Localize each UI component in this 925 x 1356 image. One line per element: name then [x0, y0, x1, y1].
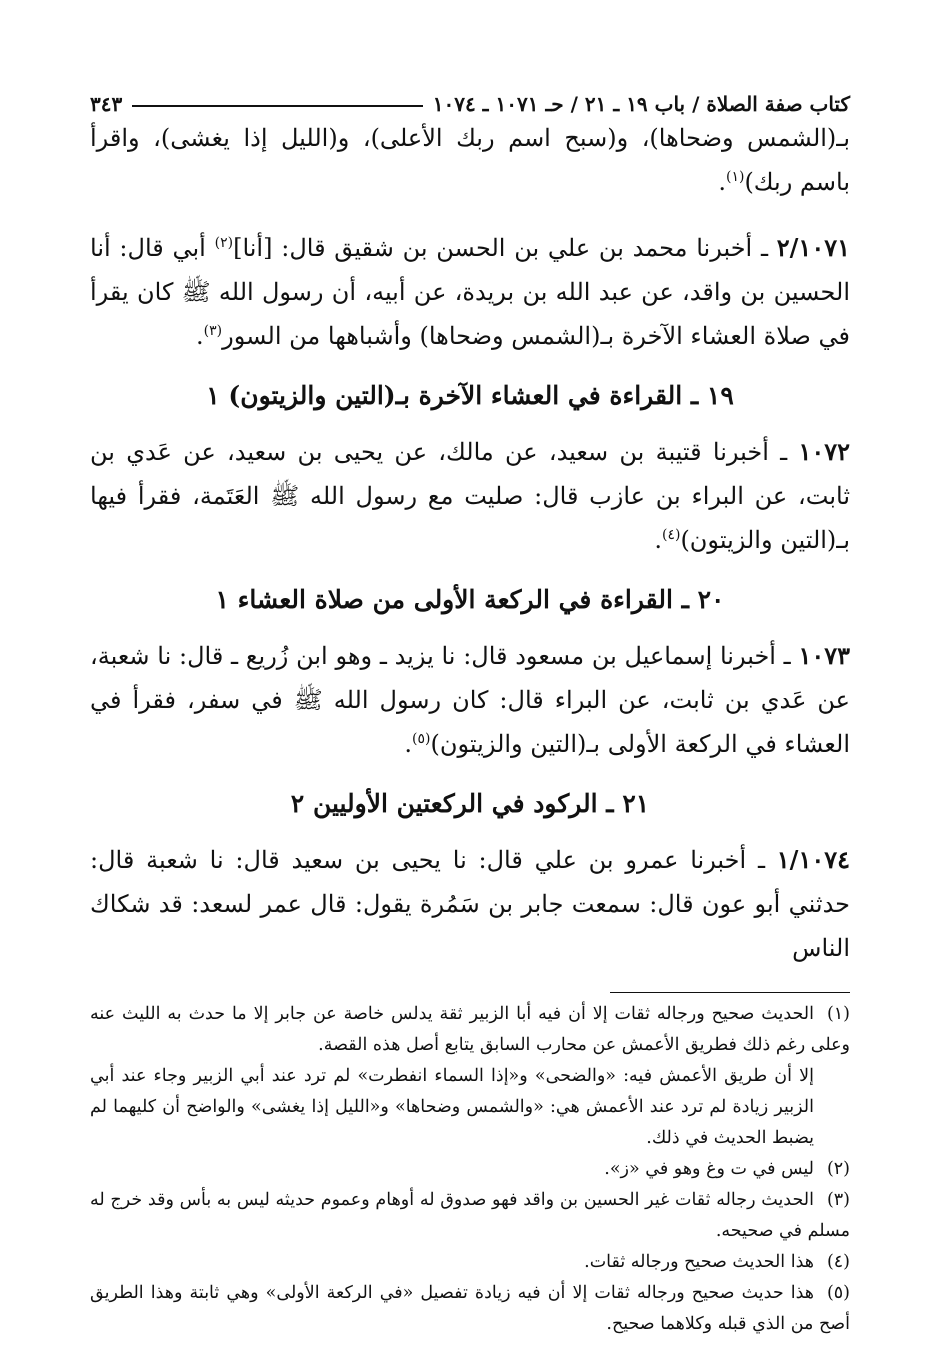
footnotes: [90, 999, 850, 1340]
footnote-ref: (٢): [214, 235, 234, 251]
footnote-number: (٥): [826, 1283, 850, 1303]
footnote-text: هذا حديث صحيح ورجاله ثقات إلا أن فيه زيادة تفصيل «في الركعة الأولى» وهي ثابتة وهذا الطريق أصح من الذي قبله وكلاهما صحيح.: [90, 1283, 850, 1334]
hadith-1074: [90, 838, 850, 970]
hadith-number: ١٠٧٢: [798, 437, 850, 466]
footnote-ref: (٣): [203, 323, 223, 339]
footnote-number: (١): [826, 1004, 850, 1024]
hadith-number: ١٠٧٣: [798, 641, 850, 670]
header-title: كتاب صفة الصلاة / باب ١٩ ـ ٢١ / حـ ١٠٧١ ـ ١٠٧٤: [432, 92, 850, 116]
hadith-text: ـ أخبرنا محمد بن علي بن الحسن بن شقيق قال: [أنا]: [233, 234, 777, 262]
footnote-1: [90, 999, 850, 1061]
footnote-text: إلا أن طريق الأعمش فيه: «والضحى» و«إذا السماء انفطرت» لم ترد عند أبي الزبير وجاء عند أبي الزبير زيادة لم ترد عند الأعمش هي: «والشمس وضحاها» و«الليل إذا يغشى» والواضح أن كليهما لم يضبط الحديث في ذلك.: [90, 1066, 814, 1148]
footnote-ref: (٥): [412, 731, 431, 747]
hadith-text: أبي قال: أنا الحسين بن واقد، عن عبد الله بن بريدة، عن أبيه، أن رسول الله ﷺ كان يقرأ في صلاة العشاء الآخرة بـ(الشمس وضحاها) وأشباهها من السور: [90, 234, 850, 350]
hadith-1073: ١٠٧٣ ـ أخبرنا إسماعيل بن مسعود قال: نا يزيد ـ وهو ابن زُريع ـ قال: نا شعبة، عن عَدي بن ثابت، عن البراء قال: كان رسول الله ﷺ في سفر، فقرأ في العشاء في الركعة الأولى بـ(التين والزيتون)$^{(٥)}$.: [90, 641, 850, 758]
footnote-ref: (٤): [661, 527, 681, 543]
hadith-number: ١/١٠٧٤: [776, 845, 850, 874]
hadith-text: ـ أخبرنا عمرو بن علي قال: نا يحيى بن سعيد قال: نا شعبة قال: حدثني أبو عون قال: سمعت جابر بن سَمُرة يقول: قال عمر لسعد: قد شكاك الناس: [90, 846, 851, 962]
chapter-heading-21: ٢١ ـ الركود في الركعتين الأوليين ٢: [290, 789, 650, 818]
footnote-3: [90, 1185, 850, 1247]
hadith-number: ٢/١٠٧١: [776, 233, 850, 262]
footnote-ref: (١): [725, 169, 745, 185]
running-header: [90, 78, 850, 116]
hadith-1071: ٢/١٠٧١ ـ أخبرنا محمد بن علي بن الحسن بن شقيق قال: [أنا]$^{(٢)}$ أبي قال: أنا الحسين بن واقد، عن عبد الله بن بريدة، عن أبيه، أن رسول الله ﷺ كان يقرأ في صلاة العشاء الآخرة بـ(الشمس وضحاها) وأشباهها من السور$^{(٣)}$.: [90, 233, 850, 350]
paragraph-continuation: بـ(الشمس وضحاها)، و(سبح اسم ربك الأعلى)، و(الليل إذا يغشى)، واقرأ باسم ربك)$^{(١)}$.: [90, 124, 850, 196]
footnote-number: (٣): [826, 1190, 850, 1210]
header-rule: [132, 105, 423, 107]
chapter-heading-20: ٢٠ ـ القراءة في الركعة الأولى من صلاة العشاء ١: [215, 585, 725, 614]
footnote-text: الحديث رجاله ثقات غير الحسين بن واقد فهو صدوق له أوهام وعموم حديثه ليس به بأس وقد خرج له مسلم في صحيحه.: [90, 1190, 850, 1241]
footnote-5: [90, 1278, 850, 1340]
page-number: ٣٤٣: [90, 92, 123, 116]
footnote-2: [90, 1154, 850, 1185]
footnote-text: الحديث صحيح ورجاله ثقات إلا أن فيه أبا الزبير ثقة يدلس خاصة عن جابر إلا ما حدث به الليث عنه وعلى رغم ذلك فطريق الأعمش عن محارب السابق يتابع أصل هذه القصة.: [90, 1004, 850, 1055]
chapter-heading-19: ١٩ ـ القراءة في العشاء الآخرة بـ(التين والزيتون) ١: [206, 381, 734, 410]
footnote-number: (٢): [826, 1159, 850, 1179]
main-text: [90, 116, 850, 970]
paragraph-text: بـ(الشمس وضحاها)، و(سبح اسم ربك الأعلى)، و(الليل إذا يغشى)، واقرأ باسم ربك): [90, 124, 850, 196]
footnote-text: ليس في ت وغ وهو في «ز».: [604, 1159, 814, 1179]
hadith-text: ـ أخبرنا قتيبة بن سعيد، عن مالك، عن يحيى بن سعيد، عن عَدي بن ثابت، عن البراء بن عازب قال: صليت مع رسول الله ﷺ العَتَمة، فقرأ فيها بـ(التين والزيتون): [90, 438, 850, 554]
footnote-1-continued: [90, 1061, 850, 1154]
document-page: [90, 78, 851, 1334]
footnote-4: [90, 1247, 850, 1278]
hadith-text: ـ أخبرنا إسماعيل بن مسعود قال: نا يزيد ـ وهو ابن زُريع ـ قال: نا شعبة، عن عَدي بن ثابت، عن البراء قال: كان رسول الله ﷺ في سفر، فقرأ في العشاء في الركعة الأولى بـ(التين والزيتون): [90, 642, 850, 758]
footnote-text: هذا الحديث صحيح ورجاله ثقات.: [584, 1252, 814, 1272]
hadith-1072: ١٠٧٢ ـ أخبرنا قتيبة بن سعيد، عن مالك، عن يحيى بن سعيد، عن عَدي بن ثابت، عن البراء بن عازب قال: صليت مع رسول الله ﷺ العَتَمة، فقرأ فيها بـ(التين والزيتون)$^{(٤)}$.: [90, 437, 850, 554]
footnote-separator: [610, 992, 850, 993]
footnote-number: (٤): [826, 1252, 850, 1272]
